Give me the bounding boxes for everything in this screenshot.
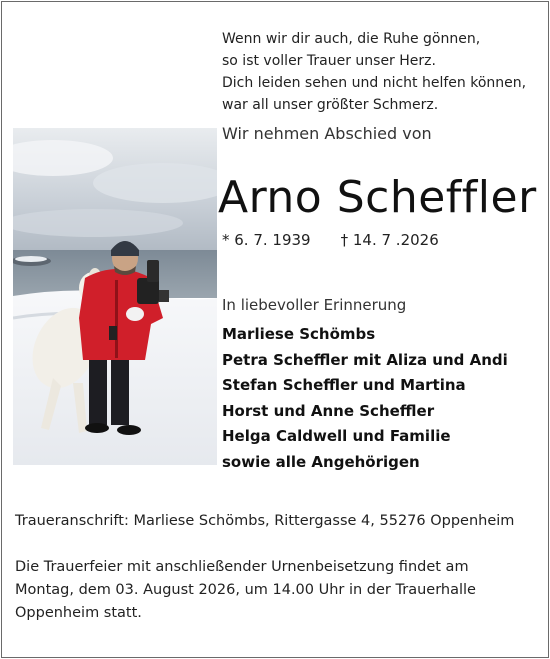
mourner-name: Helga Caldwell und Familie — [222, 427, 451, 445]
mourner-name: Petra Scheffler mit Aliza und Andi — [222, 350, 508, 369]
service-line: Die Trauerfeier mit anschließender Urnenbeisetzung findet am — [15, 559, 469, 575]
service-line: Montag, dem 03. August 2026, um 14.00 Uhr in der Trauerhalle — [15, 582, 476, 598]
farewell-intro: Wir nehmen Abschied von — [222, 124, 432, 143]
funeral-service-info — [15, 556, 535, 625]
memorial-photo — [13, 128, 217, 465]
memory-heading: In liebevoller Erinnerung — [222, 296, 407, 314]
mourners-list — [222, 322, 508, 475]
poem — [222, 28, 532, 116]
poem-line: so ist voller Trauer unser Herz. — [222, 53, 436, 69]
mourner-name: sowie alle Angehörigen — [222, 452, 420, 471]
mourner-name: Marliese Schömbs — [222, 325, 376, 343]
poem-line: Dich leiden sehen und nicht helfen können, — [222, 75, 527, 91]
deceased-name: Arno Scheffler — [218, 172, 537, 223]
poem-line: war all unser größter Schmerz. — [222, 97, 439, 113]
death-date: † 14. 7 .2026 — [340, 231, 439, 249]
service-line: Oppenheim statt. — [15, 605, 142, 621]
mourner-name: Stefan Scheffler und Martina — [222, 376, 466, 394]
life-dates — [222, 231, 439, 249]
photo-illustration — [13, 128, 217, 465]
poem-line: Wenn wir dir auch, die Ruhe gönnen, — [222, 31, 481, 47]
mourner-name: Horst und Anne Scheffler — [222, 401, 435, 420]
birth-date: * 6. 7. 1939 — [222, 231, 311, 249]
mourning-address: Traueranschrift: Marliese Schömbs, Rittergasse 4, 55276 Oppenheim — [15, 513, 515, 529]
